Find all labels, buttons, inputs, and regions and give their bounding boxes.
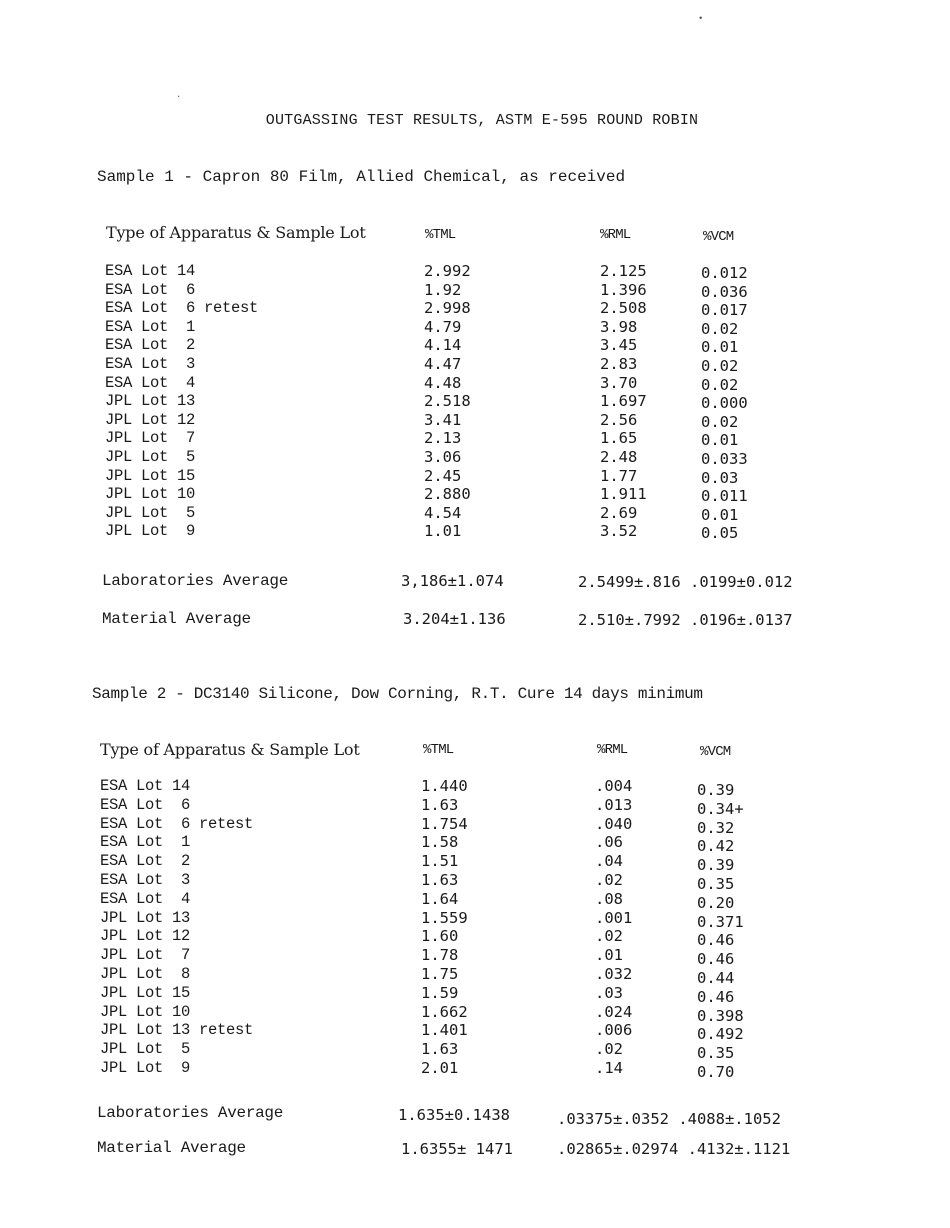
lot-cell: ESA Lot 6 [105, 280, 196, 299]
lot-cell: ESA Lot 1 [100, 833, 191, 852]
lot-cell: JPL Lot 7 [100, 946, 191, 965]
tml-cell: 1.63 [421, 871, 459, 889]
rml-cell: .02 [595, 871, 623, 889]
rml-cell: 1.697 [600, 392, 647, 411]
tml-cell: 1.60 [421, 927, 459, 946]
lot-cell: JPL Lot 7 [105, 429, 196, 448]
lot-cell: JPL Lot 5 [105, 503, 196, 522]
tml-cell: 2.45 [424, 466, 462, 485]
lot-cell: JPL Lot 12 [100, 927, 191, 946]
s2-material-average-label: Material Average [97, 1139, 246, 1157]
table-row [0, 448, 950, 467]
lot-cell: JPL Lot 5 [105, 448, 196, 466]
table-row [0, 522, 950, 541]
tml-cell: 1.75 [421, 965, 459, 983]
vcm-cell: 0.01 [701, 338, 739, 357]
rml-cell: .001 [595, 908, 633, 927]
table-row [0, 889, 950, 912]
s1-lab-average-tml: 3,186±1.074 [401, 572, 504, 590]
s2-material-average-rml-vcm: .02865±.02974 .4132±.1121 [557, 1140, 791, 1158]
rml-cell: 3.45 [600, 336, 638, 355]
s2-col-rml: %RML [597, 742, 628, 758]
table-row [0, 374, 950, 393]
rml-cell: .024 [595, 1002, 633, 1021]
vcm-cell: 0.012 [701, 264, 748, 282]
tml-cell: 1.63 [421, 1040, 459, 1059]
table-row [0, 485, 950, 504]
lot-cell: JPL Lot 5 [100, 1040, 191, 1059]
vcm-cell: 0.46 [697, 987, 735, 1006]
lot-cell: JPL Lot 10 [100, 1002, 191, 1021]
lot-cell: ESA Lot 6 retest [100, 814, 254, 833]
s1-col-tml: %TML [425, 227, 456, 243]
vcm-cell: 0.35 [697, 1044, 735, 1063]
tml-cell: 1.78 [421, 946, 459, 965]
tml-cell: 1.401 [421, 1021, 468, 1040]
table-row [0, 392, 950, 411]
rml-cell: 1.65 [600, 429, 638, 448]
rml-cell: .04 [595, 852, 623, 871]
rml-cell: 2.69 [600, 503, 638, 522]
table-row [0, 795, 950, 818]
s1-col-rml: %RML [600, 227, 631, 243]
table-row [0, 1059, 950, 1081]
tml-cell: 1.63 [421, 795, 459, 814]
vcm-cell: 0.44 [697, 969, 735, 987]
s2-lab-average-rml-vcm: .03375±.0352 .4088±.1052 [557, 1110, 781, 1128]
vcm-cell: 0.46 [697, 931, 735, 950]
vcm-cell: 0.39 [697, 856, 735, 875]
table-row [0, 467, 950, 486]
vcm-cell: 0.42 [697, 837, 735, 856]
vcm-cell: 0.46 [697, 950, 735, 969]
tml-cell: 1.440 [421, 777, 468, 795]
s2-col-apparatus: Type of Apparatus & Sample Lot [100, 740, 360, 759]
vcm-cell: 0.01 [701, 431, 739, 450]
rml-cell: 2.508 [600, 299, 647, 318]
rml-cell: .004 [595, 777, 633, 795]
s1-material-average-tml: 3.204±1.136 [403, 610, 506, 628]
vcm-cell: 0.017 [701, 301, 748, 320]
rml-cell: .040 [595, 814, 633, 833]
rml-cell: 2.56 [600, 410, 638, 429]
lot-cell: ESA Lot 2 [100, 852, 191, 871]
lot-cell: ESA Lot 3 [105, 355, 196, 373]
vcm-cell: 0.32 [697, 818, 735, 837]
lot-cell: ESA Lot 4 [100, 889, 191, 908]
vcm-cell: 0.70 [697, 1063, 735, 1081]
table-row [0, 411, 950, 430]
table-row [0, 965, 950, 987]
tml-cell: 4.48 [424, 373, 462, 392]
table-row [0, 1040, 950, 1063]
s2-material-average-tml: 1.6355± 1471 [401, 1140, 513, 1158]
tml-cell: 2.518 [424, 392, 471, 411]
rml-cell: .02 [595, 927, 623, 946]
tml-cell: 1.559 [421, 908, 468, 927]
rml-cell: .006 [595, 1021, 633, 1040]
rml-cell: .14 [595, 1059, 623, 1077]
tml-cell: 1.662 [421, 1002, 468, 1021]
lot-cell: ESA Lot 2 [105, 336, 196, 355]
rml-cell: .03 [595, 983, 623, 1002]
lot-cell: JPL Lot 8 [100, 965, 191, 983]
table-row [0, 336, 950, 355]
vcm-cell: 0.036 [701, 282, 748, 301]
table-row [0, 281, 950, 300]
rml-cell: 3.52 [600, 522, 638, 541]
s1-lab-average-rml-vcm: 2.5499±.816 .0199±0.012 [578, 573, 793, 591]
tml-cell: 2.13 [424, 429, 462, 448]
rml-cell: .032 [595, 965, 633, 983]
vcm-cell: 0.05 [701, 524, 739, 543]
table-row [0, 871, 950, 893]
lot-cell: ESA Lot 1 [105, 317, 196, 336]
table-row [0, 262, 950, 281]
rml-cell: .02 [595, 1040, 623, 1059]
lot-cell: JPL Lot 15 [100, 983, 191, 1002]
rml-cell: .01 [595, 946, 623, 965]
rml-cell: .013 [595, 795, 633, 814]
vcm-cell: 0.000 [701, 394, 748, 413]
table-row [0, 1021, 950, 1044]
s2-col-tml: %TML [423, 742, 454, 758]
lot-cell: JPL Lot 13 [105, 392, 196, 411]
lot-cell: JPL Lot 13 retest [100, 1021, 254, 1040]
lot-cell: JPL Lot 10 [105, 485, 196, 504]
lot-cell: ESA Lot 6 retest [105, 299, 259, 318]
table-row [0, 927, 950, 950]
vcm-cell: 0.02 [701, 375, 739, 394]
sample-1-heading: Sample 1 - Capron 80 Film, Allied Chemical, as received [97, 168, 626, 186]
lot-cell: ESA Lot 3 [100, 871, 191, 889]
vcm-cell: 0.34+ [697, 799, 744, 818]
table-row [0, 318, 950, 337]
rml-cell: 2.48 [600, 448, 638, 466]
table-row [0, 777, 950, 799]
lot-cell: JPL Lot 15 [105, 466, 196, 485]
rml-cell: 3.70 [600, 373, 638, 392]
vcm-cell: 0.02 [701, 412, 739, 431]
lot-cell: ESA Lot 14 [105, 262, 196, 280]
lot-cell: JPL Lot 9 [100, 1059, 191, 1077]
rml-cell: .06 [595, 833, 623, 852]
vcm-cell: 0.39 [697, 781, 735, 799]
rml-cell: .08 [595, 889, 623, 908]
table-row [0, 355, 950, 374]
tml-cell: 1.51 [421, 852, 459, 871]
tml-cell: 4.79 [424, 317, 462, 336]
s1-material-average-rml-vcm: 2.510±.7992 .0196±.0137 [578, 611, 793, 629]
tml-cell: 2.01 [421, 1059, 459, 1077]
rml-cell: 1.396 [600, 280, 647, 299]
vcm-cell: 0.02 [701, 357, 739, 375]
tml-cell: 4.54 [424, 503, 462, 522]
tml-cell: 4.47 [424, 355, 462, 373]
tml-cell: 1.58 [421, 833, 459, 852]
lot-cell: JPL Lot 13 [100, 908, 191, 927]
tml-cell: 3.06 [424, 448, 462, 466]
table-row [0, 504, 950, 523]
vcm-cell: 0.371 [697, 912, 744, 931]
tml-cell: 3.41 [424, 410, 462, 429]
table-row [0, 429, 950, 448]
table-row [0, 852, 950, 875]
lot-cell: JPL Lot 12 [105, 410, 196, 429]
vcm-cell: 0.01 [701, 505, 739, 524]
s1-col-vcm: %VCM [703, 229, 734, 245]
table-row [0, 833, 950, 856]
tml-cell: 2.998 [424, 299, 471, 318]
s1-col-apparatus: Type of Apparatus & Sample Lot [106, 223, 366, 242]
vcm-cell: 0.398 [697, 1006, 744, 1025]
lot-cell: ESA Lot 14 [100, 777, 191, 795]
document-title: OUTGASSING TEST RESULTS, ASTM E-595 ROUND ROBIN [265, 112, 699, 129]
s1-lab-average-label: Laboratories Average [102, 572, 289, 590]
sample-2-heading: Sample 2 - DC3140 Silicone, Dow Corning, R.T. Cure 14 days minimum [92, 685, 703, 703]
lot-cell: JPL Lot 9 [105, 522, 196, 541]
tml-cell: 1.92 [424, 280, 462, 299]
rml-cell: 2.83 [600, 355, 638, 373]
tml-cell: 1.01 [424, 522, 462, 541]
table-row [0, 946, 950, 969]
s1-material-average-label: Material Average [102, 610, 251, 628]
s2-lab-average-label: Laboratories Average [97, 1104, 284, 1122]
rml-cell: 3.98 [600, 317, 638, 336]
tml-cell: 1.59 [421, 983, 459, 1002]
tml-cell: 2.880 [424, 485, 471, 504]
scan-speck: · [176, 92, 182, 102]
vcm-cell: 0.011 [701, 487, 748, 506]
tml-cell: 4.14 [424, 336, 462, 355]
lot-cell: ESA Lot 6 [100, 795, 191, 814]
rml-cell: 2.125 [600, 262, 647, 280]
vcm-cell: 0.033 [701, 450, 748, 468]
vcm-cell: 0.492 [697, 1025, 744, 1044]
tml-cell: 1.64 [421, 889, 459, 908]
table-row [0, 983, 950, 1006]
tml-cell: 1.754 [421, 814, 468, 833]
table-row [0, 299, 950, 318]
vcm-cell: 0.03 [701, 468, 739, 487]
tml-cell: 2.992 [424, 262, 471, 280]
vcm-cell: 0.02 [701, 319, 739, 338]
table-row [0, 908, 950, 931]
vcm-cell: 0.20 [697, 893, 735, 912]
s2-lab-average-tml: 1.635±0.1438 [398, 1106, 510, 1124]
lot-cell: ESA Lot 4 [105, 373, 196, 392]
vcm-cell: 0.35 [697, 875, 735, 893]
table-row [0, 1002, 950, 1025]
scan-speck: • [698, 14, 704, 24]
s2-col-vcm: %VCM [700, 744, 731, 760]
rml-cell: 1.911 [600, 485, 647, 504]
table-row [0, 814, 950, 837]
rml-cell: 1.77 [600, 466, 638, 485]
